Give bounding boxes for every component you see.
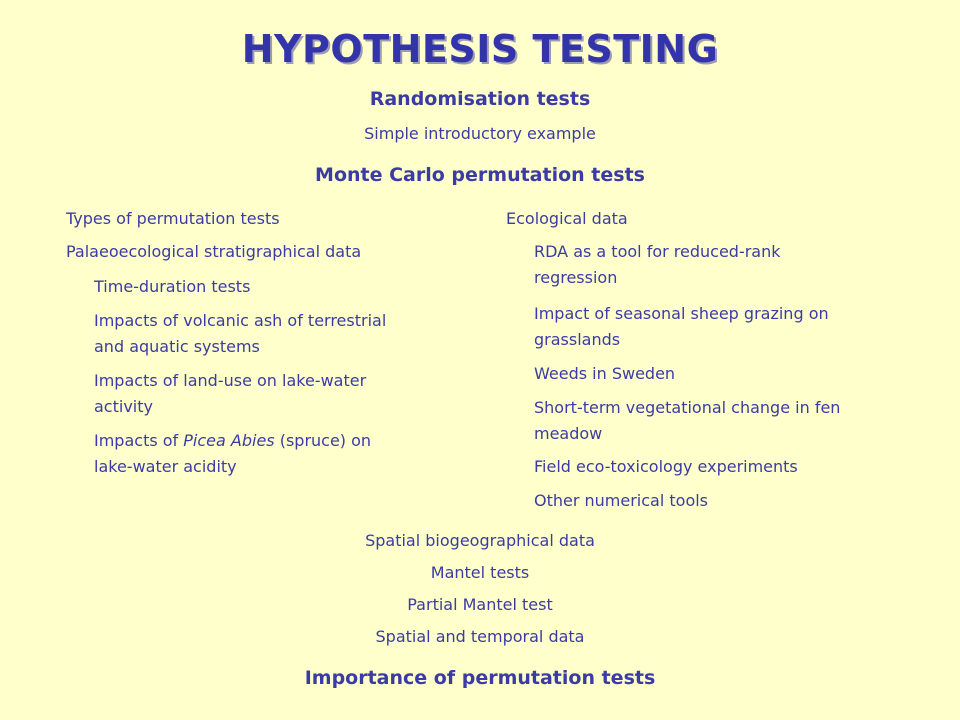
sheep-item-line1: Impact of seasonal sheep grazing on xyxy=(534,304,829,323)
rda-item-line2: regression xyxy=(534,268,618,287)
weeds-item: Weeds in Sweden xyxy=(534,364,676,383)
rda-item-line1: RDA as a tool for reduced-rank xyxy=(534,242,781,261)
other-tools-item: Other numerical tools xyxy=(534,491,709,510)
picea-item-line1 xyxy=(94,429,371,453)
picea-suffix: (spruce) on xyxy=(274,431,372,450)
picea-species: Picea Abies xyxy=(183,431,275,450)
time-duration-item: Time-duration tests xyxy=(94,277,251,296)
partial-mantel-item: Partial Mantel test xyxy=(407,595,553,614)
short-term-item-line2: meadow xyxy=(534,424,603,443)
volcanic-item-line1: Impacts of volcanic ash of terrestrial xyxy=(94,311,387,330)
spatial-temporal-item: Spatial and temporal data xyxy=(375,627,585,646)
field-item: Field eco-toxicology experiments xyxy=(534,457,798,476)
picea-item-line2: lake-water acidity xyxy=(94,457,237,476)
picea-prefix: Impacts of xyxy=(94,431,184,450)
randomisation-heading: Randomisation tests xyxy=(369,88,591,110)
palaeo-item: Palaeoecological stratigraphical data xyxy=(66,242,362,261)
spatial-bio-item: Spatial biogeographical data xyxy=(365,531,595,550)
randomisation-example: Simple introductory example xyxy=(364,124,596,143)
page-title: HYPOTHESIS TESTING xyxy=(241,27,719,71)
short-term-item-line1: Short-term vegetational change in fen xyxy=(534,398,841,417)
landuse-item-line1: Impacts of land-use on lake-water xyxy=(94,371,367,390)
sheep-item-line2: grasslands xyxy=(534,330,621,349)
monte-carlo-heading: Monte Carlo permutation tests xyxy=(315,164,645,186)
ecological-item: Ecological data xyxy=(506,209,628,228)
importance-heading: Importance of permutation tests xyxy=(304,667,656,689)
types-item: Types of permutation tests xyxy=(66,209,280,228)
mantel-item: Mantel tests xyxy=(430,563,530,582)
landuse-item-line2: activity xyxy=(94,397,153,416)
volcanic-item-line2: and aquatic systems xyxy=(94,337,260,356)
